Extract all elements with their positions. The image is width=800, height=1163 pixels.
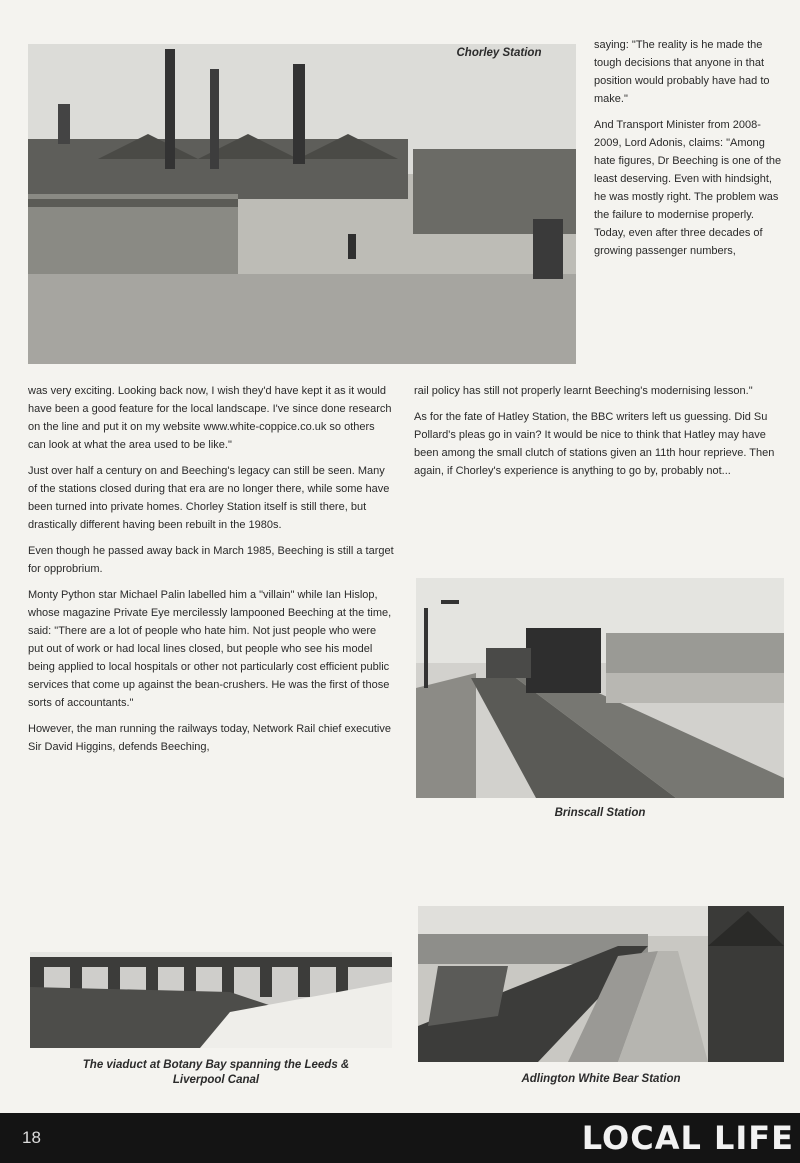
viaduct-photo <box>30 952 392 1048</box>
right-column <box>414 382 784 488</box>
footer-bar <box>0 1113 800 1163</box>
brinscall-caption: Brinscall Station <box>554 807 646 819</box>
paragraph: was very exciting. Looking back now, I wish they'd have kept it as it would have been a good feature for the local landscape. I've since done research on the line and put it on my website www.white-coppice.co.uk so others can look at what the area used to be like." <box>28 385 392 451</box>
chorley-station-photo <box>28 44 576 364</box>
paragraph: Just over half a century on and Beeching's legacy can still be seen. Many of the stations closed during that era are no longer there, while some have been turned into private homes. Chorley Station itself is still there, but drastically different having been rebuilt in the 1980s. <box>28 465 390 531</box>
paragraph: rail policy has still not properly learnt Beeching's modernising lesson." <box>414 385 753 397</box>
paragraph: However, the man running the railways today, Network Rail chief executive Sir David Higgins, defends Beeching, <box>28 723 391 753</box>
left-column <box>28 382 394 764</box>
paragraph: saying: "The reality is he made the tough decisions that anyone in that position would probably have had to make." <box>594 39 770 105</box>
adlington-caption: Adlington White Bear Station <box>521 1073 681 1085</box>
paragraph: As for the fate of Hatley Station, the BBC writers left us guessing. Did Su Pollard's pleas go in vain? It would be nice to think that Hatley may have been among the small clutch of stations given an 11th hour reprieve. Then again, if Chorley's experience is anything to go by, probably not... <box>414 411 775 477</box>
page-number: 18 <box>22 1128 41 1147</box>
paragraph: Monty Python star Michael Palin labelled him a "villain" while Ian Hislop, whose magazine Private Eye mercilessly lampooned Beeching at the time, said: "There are a lot of people who hate him. Not just people who were put out of work or had local lines closed, but people who see his model being applied to local hospitals or other not particularly cost efficient public services that come up against the bean-crushers. He was the first of those sorts of accountants." <box>28 589 392 709</box>
magazine-logo: LOCAL LIFE <box>581 1119 794 1157</box>
viaduct-caption: The viaduct at Botany Bay spanning the Leeds & Liverpool Canal <box>82 1059 350 1086</box>
paragraph: And Transport Minister from 2008-2009, Lord Adonis, claims: "Among hate figures, Dr Beeching is one of the least deserving. Even with hindsight, he was mostly right. The problem was the failure to modernise properly. Today, even after three decades of growing passenger numbers, <box>594 119 782 257</box>
right-top-column <box>594 36 784 268</box>
chorley-caption: Chorley Station <box>456 47 542 59</box>
adlington-station-photo <box>418 906 784 1062</box>
brinscall-station-photo <box>416 578 784 798</box>
paragraph: Even though he passed away back in March 1985, Beeching is still a target for opprobrium. <box>28 545 394 575</box>
